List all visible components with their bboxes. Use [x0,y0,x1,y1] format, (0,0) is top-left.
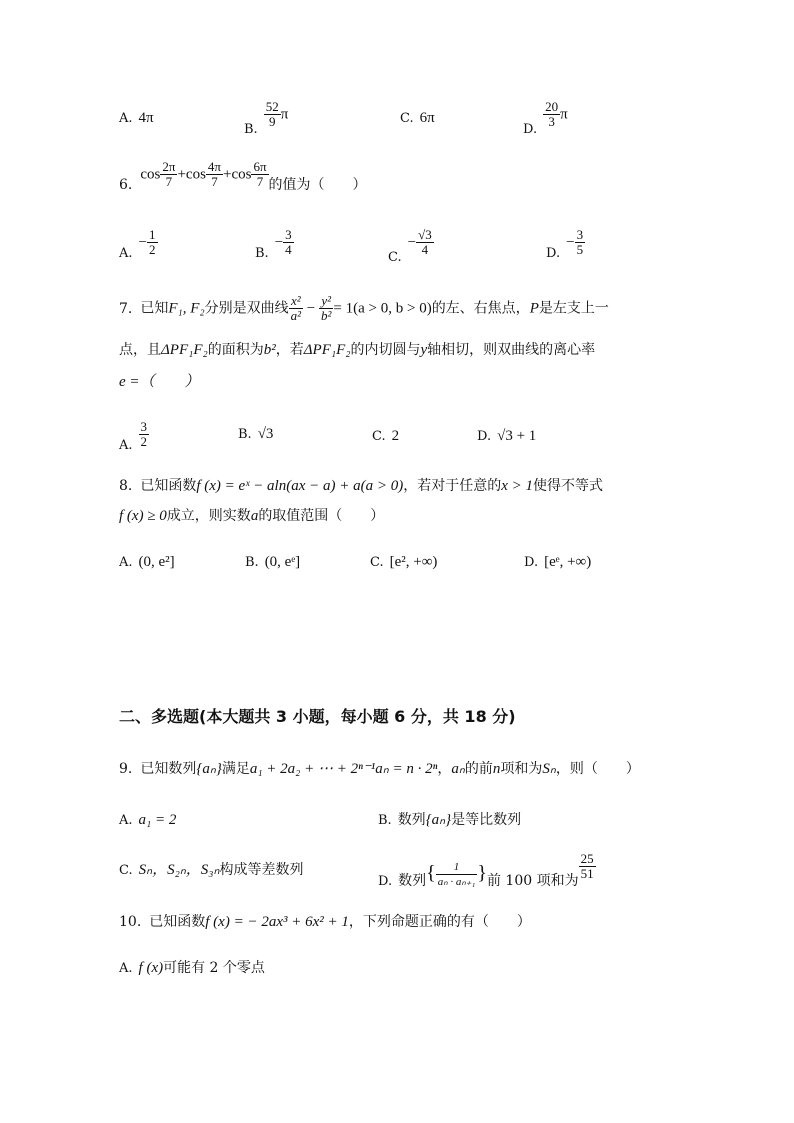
q7-option-c: C. 2 [372,428,400,444]
q6-option-d: D.− $\frac{3}{5}$ [546,227,584,261]
q6-option-b: B.− $\frac{3}{4}$ [255,227,292,261]
q8-option-a: A. (0, e²] [119,554,175,570]
q7-stem-line1: 7. 已知F₁, F₂分别是双曲线 $\frac{\text{x²}}{\text{a²}}$ − $\frac{\text{y²}}{\text{b²}}$ = 1(a > 0, b > 0)的左、右焦点，P是左支上一 [119,293,609,323]
q5-option-a: A. 4π [119,110,154,126]
q8-option-d: D. [eᵉ, +∞) [524,554,592,570]
q8-option-b: B. (0, eᵉ] [245,554,301,570]
q7-stem-line3: e =（ ） [119,374,200,390]
q10-stem: 10. 已知函数f (x) = − 2ax³ + 6x² + 1，下列命题正确的有（ ） [119,914,531,930]
q9-option-a: A. a₁ = 2 [119,812,177,828]
q10-option-a: A. f (x)可能有 2 个零点 [119,960,265,976]
q5-b-fraction: $\frac{52}{9}$ [265,99,279,129]
q5-d-fraction: $\frac{20}{3}$ [545,99,559,129]
q8-option-c: C. [e², +∞) [370,554,438,570]
q5-option-b: B. $\frac{52}{9}$ π [244,99,289,137]
q9-option-b: B. 数列{aₙ}是等比数列 [378,812,522,828]
q7-stem-line2: 点，且ΔPF₁F₂的面积为b²，若ΔPF₁F₂的内切圆与y轴相切，则双曲线的离心率 [119,342,596,358]
q6-option-a: A.− $\frac{1}{2}$ [119,227,156,261]
q7-option-d: D. √3 + 1 [477,428,537,444]
q7-option-b: B. √3 [238,426,274,442]
section-heading: 二、多选题(本大题共 3 小题，每小题 6 分，共 18 分) [119,707,516,726]
q6-stem: 6.cos $\frac{2\pi}{7}$ +cos $\frac{4\pi}{7}$ +cos $\frac{6\pi}{7}$ 的值为（ ） [119,159,367,193]
q5-option-d: D. $\frac{20}{3}$ π [523,99,568,137]
q5-option-c: C. 6π [400,110,435,126]
q6-option-c: C.− $\frac{√3}{4}$ [388,227,432,265]
q7-option-a: A. $\frac{3}{2}$ [119,419,148,453]
q9-option-c: C. Sₙ，S₂ₙ，S₃ₙ构成等差数列 [119,862,304,878]
q9-stem: 9. 已知数列{aₙ}满足a₁ + 2a₂ + ⋯ + 2ⁿ⁻¹aₙ = n · 2ⁿ，aₙ的前n项和为Sₙ，则（ ） [119,761,640,777]
q8-stem-line2: f (x) ≥ 0成立，则实数a的取值范围（ ） [119,508,385,524]
q8-stem-line1: 8. 已知函数f (x) = eˣ − aln(ax − a) + a(a > 0)，若对于任意的x > 1使得不等式 [119,478,604,494]
q9-option-d: D. 数列{ $\frac{1}{\text{aₙ · aₙ₊₁}}$ }前 100 项和为 $\frac{25}{51}$ [378,851,594,889]
